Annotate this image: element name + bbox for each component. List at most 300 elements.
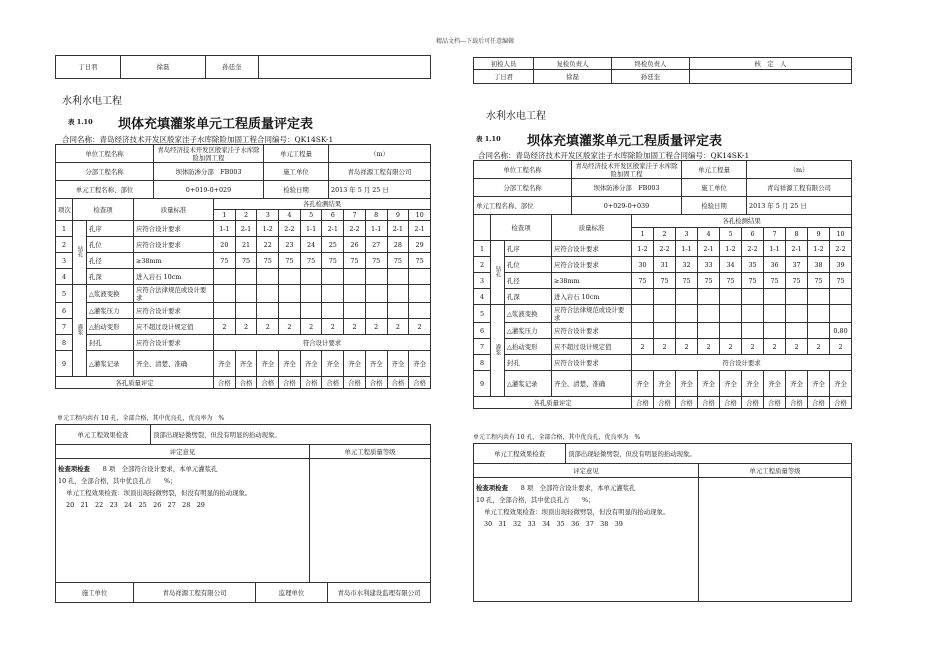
cell-complete_top: 齐全 <box>724 379 737 388</box>
cell-left-r1-0: 1-1 <box>214 221 236 237</box>
cell-opinion_line2: 10 孔，全部合格，其中优良孔占 %； <box>58 477 177 485</box>
cell-rows-7-std: 应符合设计要求 <box>134 335 214 351</box>
cell-rows-8-std: 齐全、清楚、准确 <box>134 351 214 377</box>
cell-complete_top: 齐全 <box>326 359 340 368</box>
cell-complete_top: 齐全 <box>658 379 671 388</box>
cell-seal_text: 符合设计要求 <box>632 355 852 371</box>
cell-left-r3-1: 75 <box>235 253 257 269</box>
table-row <box>56 303 431 319</box>
cell-complete_bot: 合格 <box>322 377 344 389</box>
cell-right-hole_nums: 30 31 32 33 34 35 36 37 38 39 <box>484 520 623 528</box>
cell-info-unit_qty_label: 单元工程量 <box>264 145 329 163</box>
cell-rows-0-item: 孔序 <box>87 221 134 237</box>
cell-info-sub_project_label: 分部工程名称 <box>56 163 154 181</box>
cell-complete_top: 齐全 <box>702 379 715 388</box>
cell-right-r7-5: 2 <box>742 339 764 355</box>
table-row <box>474 355 852 371</box>
cell-complete_top: 齐全 <box>812 379 825 388</box>
cell-opinion_label: 评定意见 <box>474 464 699 478</box>
cell-hole_eval_label: 各孔质量评定 <box>56 377 214 389</box>
cell-grid-cols-7: 8 <box>786 228 808 241</box>
cell-signature_row-names_right-0: 丁日君 <box>474 70 534 84</box>
right-section-title: 水利水电工程 <box>486 111 546 122</box>
cell-grid-seq_label: 项次 <box>56 199 73 221</box>
cell-right-r7-1: 2 <box>654 339 676 355</box>
cell-right-r3-1: 75 <box>654 273 676 289</box>
cell-complete_top: 齐全 <box>348 359 361 368</box>
cell-signature_row-names_right-2: 孙廷奎 <box>612 70 690 84</box>
cell-info-unit_name_label: 单元工程名称、部位 <box>474 197 572 215</box>
cell-rows-3-item: 孔深 <box>87 269 134 285</box>
cell-left-r2-8: 28 <box>387 237 409 253</box>
cell-rows-6-no: 7 <box>56 319 73 335</box>
cell-rows-4-item: △浆液变换 <box>505 305 552 323</box>
cell-rows-0-no: 1 <box>56 221 73 237</box>
contract-line: 合同名称：青岛经济技术开发区殷家洼子水库除险加固工程合同编号：QK14SK-1 <box>62 135 334 144</box>
cell-left-r1-2: 1-2 <box>257 221 279 237</box>
cell-complete_bot: 合格 <box>365 377 387 389</box>
table-row <box>474 371 852 397</box>
cell-right-r7-6: 2 <box>764 339 786 355</box>
cell-effect_label: 单元工程效果检查 <box>56 425 151 445</box>
cell-complete_bot: 合格 <box>344 377 366 389</box>
cell-signature_row-labels_right-1: 复检负责人 <box>534 58 612 70</box>
cell-grid-cols-1: 2 <box>235 210 257 221</box>
cell-right-r3-4: 75 <box>720 273 742 289</box>
cell-signature_row-names_right-1: 徐磊 <box>534 70 612 84</box>
right-table-number: 表 1.10 <box>476 135 501 143</box>
cell-rows-1-no: 2 <box>474 257 491 273</box>
cell-grid-cols-4: 5 <box>720 228 742 241</box>
cell-right-r7-9: 2 <box>830 339 852 355</box>
page-header: 精品文档---下载后可任意编辑 <box>436 38 515 45</box>
cell-rows-1-std: 应符合设计要求 <box>134 237 214 253</box>
cell-complete_bot: 合格 <box>764 397 786 409</box>
cell-rows-4-std: 应符合法律规范或设计要求 <box>552 305 632 323</box>
cell-right-r2-7: 37 <box>786 257 808 273</box>
left-opinion-table <box>55 444 431 583</box>
cell-grid-cols-2: 3 <box>257 210 279 221</box>
table-row <box>474 305 852 323</box>
cell-effect_value: 顶部出现轻微劈裂，但没有明显的抬动现象。 <box>151 425 431 445</box>
cell-rows-8-item: △灌浆记录 <box>87 351 134 377</box>
table-row <box>56 351 431 377</box>
cell-right-r2-8: 38 <box>808 257 830 273</box>
cell-left-r3-3: 75 <box>279 253 301 269</box>
cell-left-r2-0: 20 <box>214 237 236 253</box>
cell-complete_bot: 合格 <box>786 397 808 409</box>
cell-left-r2-9: 29 <box>409 237 431 253</box>
cell-complete_top: 齐全 <box>834 379 847 388</box>
cell-right-r1-3: 2-1 <box>698 241 720 257</box>
cell-rows-5-item: △灌浆压力 <box>87 303 134 319</box>
table-row <box>474 339 852 355</box>
cell-rows-0-std: 应符合设计要求 <box>134 221 214 237</box>
cell-left-r7-9: 2 <box>409 319 431 335</box>
right-pressure-extra: 0.80 <box>830 323 852 339</box>
cell-complete_bot: 合格 <box>409 377 431 389</box>
right-position: 0+029-0+039 <box>572 197 682 215</box>
cell-rows-7-item: 封孔 <box>505 355 552 371</box>
left-bottom-table <box>55 582 431 603</box>
cell-left-r7-0: 2 <box>214 319 236 335</box>
table-row <box>474 289 852 305</box>
cell-left-r3-8: 75 <box>387 253 409 269</box>
cell-grid-group_drill: 钻孔 <box>494 266 501 277</box>
cell-left-r2-7: 27 <box>365 237 387 253</box>
cell-info-contractor_label: 施工单位 <box>682 179 747 197</box>
cell-left-r7-1: 2 <box>235 319 257 335</box>
cell-info-unit_qty_label: 单元工程量 <box>682 161 747 179</box>
cell-left-r7-6: 2 <box>344 319 366 335</box>
cell-rows-3-std: 进入岩石 10cm <box>134 269 214 285</box>
left-summary: 单元工程内共有 10 孔，全部合格，其中优良孔，优良率为 % <box>57 415 225 422</box>
cell-rows-5-item: △灌浆压力 <box>505 323 552 339</box>
cell-opinion_line2: 10 孔，全部合格，其中优良孔占 %； <box>476 496 595 504</box>
cell-rows-2-item: 孔径 <box>505 273 552 289</box>
cell-grid-results_label: 各孔检测结果 <box>214 199 431 210</box>
cell-left-r1-8: 2-1 <box>387 221 409 237</box>
table-row <box>474 323 852 339</box>
table-row <box>474 257 852 273</box>
left-position: 0+019-0+029 <box>154 181 264 199</box>
cell-left-r2-2: 22 <box>257 237 279 253</box>
cell-left-r3-7: 75 <box>365 253 387 269</box>
cell-grid-cols-1: 2 <box>654 228 676 241</box>
right-doc-title: 坝体充填灌浆单元工程质量评定表 <box>527 134 723 149</box>
cell-grid-cols-6: 7 <box>764 228 786 241</box>
signer-3: 孙廷奎 <box>206 56 259 79</box>
table-row <box>56 335 431 351</box>
cell-rows-0-no: 1 <box>474 241 491 257</box>
cell-grade_label: 单元工程质量等级 <box>310 445 431 459</box>
cell-complete_bot: 合格 <box>720 397 742 409</box>
cell-right-r2-9: 39 <box>830 257 852 273</box>
right-opinion-table <box>473 463 852 602</box>
cell-rows-8-no: 9 <box>56 351 73 377</box>
cell-info-contractor_value: 青岛祥源工程有限公司 <box>747 179 852 197</box>
right-summary: 单元工程内共有 10 孔，全部合格，其中优良孔，优良率为 % <box>473 434 641 441</box>
cell-rows-4-item: △浆液变换 <box>87 285 134 303</box>
table-row <box>474 241 852 257</box>
cell-right-r1-6: 1-1 <box>764 241 786 257</box>
cell-right-r7-2: 2 <box>676 339 698 355</box>
cell-right-r7-4: 2 <box>720 339 742 355</box>
cell-opinion_label: 评定意见 <box>56 445 310 459</box>
table-row <box>56 253 431 269</box>
cell-complete_top: 齐全 <box>746 379 759 388</box>
cell-rows-3-item: 孔深 <box>505 289 552 305</box>
cell-bottom-contractor_label: 施工单位 <box>56 583 134 603</box>
cell-rows-4-no: 5 <box>474 305 491 323</box>
cell-grid-item_label: 检查项 <box>491 215 552 241</box>
cell-info-check_date_value: 2013 年 5 月 25 日 <box>747 197 852 215</box>
cell-left-r7-7: 2 <box>365 319 387 335</box>
left-signature-table <box>55 55 431 79</box>
cell-rows-0-item: 孔序 <box>505 241 552 257</box>
cell-left-r3-2: 75 <box>257 253 279 269</box>
cell-opinion_line1b: 8 项 全部符合设计要求，本单元灌浆孔 <box>102 465 218 473</box>
table-number: 表 1.10 <box>68 118 93 126</box>
cell-right-r3-6: 75 <box>764 273 786 289</box>
cell-right-r7-3: 2 <box>698 339 720 355</box>
cell-complete_top: 齐全 <box>391 359 405 368</box>
cell-rows-3-std: 进入岩石 10cm <box>552 289 632 305</box>
cell-complete_top: 齐全 <box>239 359 253 368</box>
cell-info-unit_project_label: 单位工程名称 <box>474 161 572 179</box>
cell-grid-cols-9: 10 <box>830 228 852 241</box>
cell-left-r1-6: 2-2 <box>344 221 366 237</box>
cell-complete_top: 齐全 <box>413 359 426 368</box>
right-grid <box>473 214 852 409</box>
cell-rows-6-std: 应不超过设计规定值 <box>134 319 214 335</box>
cell-rows-8-std: 齐全、清楚、准确 <box>552 371 632 397</box>
cell-signature_row-labels_right-0: 初检人员 <box>474 58 534 70</box>
cell-rows-6-std: 应不超过设计规定值 <box>552 339 632 355</box>
right-effect-table <box>473 443 852 464</box>
cell-right-r1-0: 1-2 <box>632 241 654 257</box>
cell-rows-7-item: 封孔 <box>87 335 134 351</box>
cell-rows-3-no: 4 <box>474 289 491 305</box>
cell-opinion_line3: 单元工程效果检查：坝顶出现轻微劈裂，但没有明显的抬动现象。 <box>484 508 670 516</box>
cell-complete_bot: 合格 <box>387 377 409 389</box>
cell-complete_top: 齐全 <box>283 359 296 368</box>
table-row <box>56 221 431 237</box>
cell-right-r1-7: 2-1 <box>786 241 808 257</box>
cell-rows-3-no: 4 <box>56 269 73 285</box>
cell-complete_top: 齐全 <box>261 359 275 368</box>
cell-left-r2-4: 24 <box>300 237 322 253</box>
cell-rows-2-no: 3 <box>56 253 73 269</box>
cell-right-r1-9: 2-2 <box>830 241 852 257</box>
cell-grid-cols-2: 3 <box>676 228 698 241</box>
cell-right-r2-3: 33 <box>698 257 720 273</box>
cell-signature_row-labels_right-2: 终检负责人 <box>612 58 690 70</box>
cell-right-r2-5: 35 <box>742 257 764 273</box>
cell-rows-4-no: 5 <box>56 285 73 303</box>
cell-left-r7-4: 2 <box>300 319 322 335</box>
cell-left-r2-5: 25 <box>322 237 344 253</box>
cell-rows-5-no: 6 <box>474 323 491 339</box>
table-row <box>56 237 431 253</box>
cell-rows-0-std: 应符合设计要求 <box>552 241 632 257</box>
cell-grid-cols-7: 8 <box>365 210 387 221</box>
cell-complete_top: 齐全 <box>768 379 781 388</box>
cell-right-r3-2: 75 <box>676 273 698 289</box>
cell-right-r1-4: 1-2 <box>720 241 742 257</box>
cell-right-r3-0: 75 <box>632 273 654 289</box>
cell-complete_bot: 合格 <box>698 397 720 409</box>
cell-right-r7-8: 2 <box>808 339 830 355</box>
cell-right-r1-5: 2-2 <box>742 241 764 257</box>
cell-info-unit_project_label: 单位工程名称 <box>56 145 154 163</box>
cell-info-check_date_label: 检验日期 <box>264 181 329 199</box>
cell-left-r7-5: 2 <box>322 319 344 335</box>
cell-complete_top: 齐全 <box>636 379 649 388</box>
cell-info-check_date_label: 检验日期 <box>682 197 747 215</box>
right-signature-table <box>473 57 852 84</box>
cell-hole_eval_label: 各孔质量评定 <box>474 397 632 409</box>
cell-right-r1-2: 1-1 <box>676 241 698 257</box>
cell-complete_bot: 合格 <box>808 397 830 409</box>
cell-opinion_line1a: 检查项检查 <box>58 465 90 473</box>
cell-complete_bot: 合格 <box>235 377 257 389</box>
cell-right-r1-8: 1-2 <box>808 241 830 257</box>
cell-rows-5-std: 应符合设计要求 <box>134 303 214 319</box>
cell-bottom-supervisor_label: 监理单位 <box>256 583 328 603</box>
cell-bottom-contractor_value: 青岛祥源工程有限公司 <box>134 583 256 603</box>
cell-info-unit_qty_value: （m） <box>329 145 431 163</box>
cell-right-r3-3: 75 <box>698 273 720 289</box>
cell-opinion_line1b: 8 项 全部符合设计要求，本单元灌浆孔 <box>520 484 636 492</box>
cell-complete_top: 齐全 <box>790 379 803 388</box>
cell-info-check_date_value: 2013 年 5 月 25 日 <box>329 181 431 199</box>
cell-left-r1-1: 2-1 <box>235 221 257 237</box>
cell-complete_bot: 合格 <box>257 377 279 389</box>
right-info-table <box>473 160 852 215</box>
cell-info-sub_project_label: 分部工程名称 <box>474 179 572 197</box>
cell-info-unit_project_value: 青岛经济技术开发区殷家洼子水库除险加固工程 <box>572 161 682 179</box>
cell-left-hole_nums: 20 21 22 23 24 25 26 27 28 29 <box>66 501 205 509</box>
table-row <box>56 269 431 285</box>
cell-opinion_line1a: 检查项检查 <box>476 484 508 492</box>
cell-left-r1-5: 2-1 <box>322 221 344 237</box>
cell-grid-cols-5: 6 <box>742 228 764 241</box>
cell-rows-6-no: 7 <box>474 339 491 355</box>
cell-bottom-supervisor_value: 青岛市水利建设监理有限公司 <box>328 583 431 603</box>
cell-complete_bot: 合格 <box>676 397 698 409</box>
cell-grid-results_label: 各孔检测结果 <box>632 215 852 228</box>
cell-rows-8-no: 9 <box>474 371 491 397</box>
cell-effect_value: 顶部出现轻微劈裂，但没有明显的抬动现象。 <box>566 444 852 464</box>
cell-complete_bot: 合格 <box>632 397 654 409</box>
cell-rows-2-std: ≥38mm <box>134 253 214 269</box>
cell-left-r3-4: 75 <box>300 253 322 269</box>
cell-rows-1-std: 应符合设计要求 <box>552 257 632 273</box>
cell-complete_top: 齐全 <box>217 359 231 368</box>
cell-seal_text: 符合设计要求 <box>214 335 431 351</box>
cell-left-r1-7: 1-1 <box>365 221 387 237</box>
cell-left-r2-6: 26 <box>344 237 366 253</box>
cell-right-r2-2: 32 <box>676 257 698 273</box>
cell-rows-1-no: 2 <box>56 237 73 253</box>
cell-right-r7-0: 2 <box>632 339 654 355</box>
cell-effect_label: 单元工程效果检查 <box>474 444 566 464</box>
cell-complete_top: 齐全 <box>304 359 318 368</box>
cell-info-unit_project_value: 青岛经济技术开发区殷家洼子水库除险加固工程 <box>154 145 264 163</box>
cell-info-sub_project_value: 坝体防渗分部 FB003 <box>572 179 682 197</box>
cell-info-contractor_label: 施工单位 <box>264 163 329 181</box>
cell-grid-std_label: 质量标准 <box>552 215 632 241</box>
cell-right-r7-7: 2 <box>786 339 808 355</box>
cell-complete_bot: 合格 <box>742 397 764 409</box>
doc-title: 坝体充填灌浆单元工程质量评定表 <box>118 117 314 132</box>
cell-grid-cols-8: 9 <box>387 210 409 221</box>
cell-grid-item_label: 检查项 <box>73 199 134 221</box>
cell-grade_label: 单元工程质量等级 <box>699 464 852 478</box>
cell-grid-cols-0: 1 <box>632 228 654 241</box>
cell-complete_bot: 合格 <box>279 377 301 389</box>
cell-left-r3-0: 75 <box>214 253 236 269</box>
table-row <box>474 397 852 409</box>
cell-grid-group_grout: 灌浆 <box>76 324 83 335</box>
cell-rows-5-std: 应符合设计要求 <box>552 323 632 339</box>
cell-rows-4-std: 应符合法律规范或设计要求 <box>134 285 214 303</box>
cell-complete_bot: 合格 <box>214 377 236 389</box>
cell-grid-std_label: 质量标准 <box>134 199 214 221</box>
cell-left-r1-9: 2-1 <box>409 221 431 237</box>
table-row <box>56 377 431 389</box>
cell-grid-cols-8: 9 <box>808 228 830 241</box>
cell-rows-7-std: 应符合设计要求 <box>552 355 632 371</box>
cell-complete_bot: 合格 <box>654 397 676 409</box>
cell-left-r7-2: 2 <box>257 319 279 335</box>
section-title: 水利水电工程 <box>62 96 122 107</box>
cell-grid-cols-3: 4 <box>279 210 301 221</box>
cell-left-r2-3: 23 <box>279 237 301 253</box>
cell-left-r7-3: 2 <box>279 319 301 335</box>
cell-grid-group_drill: 钻孔 <box>76 246 83 257</box>
cell-right-r2-6: 36 <box>764 257 786 273</box>
cell-rows-2-item: 孔径 <box>87 253 134 269</box>
signer-2: 徐磊 <box>121 56 206 79</box>
cell-left-r3-9: 75 <box>409 253 431 269</box>
cell-right-r1-1: 2-2 <box>654 241 676 257</box>
cell-complete_top: 齐全 <box>369 359 383 368</box>
cell-right-r3-8: 75 <box>808 273 830 289</box>
cell-left-r3-5: 75 <box>322 253 344 269</box>
cell-right-r3-7: 75 <box>786 273 808 289</box>
cell-complete_bot: 合格 <box>830 397 852 409</box>
table-row <box>56 285 431 303</box>
cell-rows-6-item: △抬动变形 <box>505 339 552 355</box>
cell-right-r3-9: 75 <box>830 273 852 289</box>
left-info-table <box>55 144 431 199</box>
cell-right-r2-0: 30 <box>632 257 654 273</box>
cell-rows-8-item: △灌浆记录 <box>505 371 552 397</box>
cell-grid-cols-4: 5 <box>300 210 322 221</box>
cell-rows-2-no: 3 <box>474 273 491 289</box>
table-row <box>474 273 852 289</box>
table-row <box>56 319 431 335</box>
left-effect-table <box>55 424 431 445</box>
cell-rows-6-item: △抬动变形 <box>87 319 134 335</box>
cell-rows-7-no: 8 <box>56 335 73 351</box>
cell-left-r2-1: 21 <box>235 237 257 253</box>
cell-grid-cols-3: 4 <box>698 228 720 241</box>
cell-grid-cols-6: 7 <box>344 210 366 221</box>
cell-rows-5-no: 6 <box>56 303 73 319</box>
left-grid <box>55 198 431 389</box>
cell-left-r1-4: 1-1 <box>300 221 322 237</box>
signer-1: 丁日君 <box>56 56 121 79</box>
cell-left-r3-6: 75 <box>344 253 366 269</box>
cell-info-contractor_value: 青岛祥源工程有限公司 <box>329 163 431 181</box>
cell-complete_top: 齐全 <box>680 379 693 388</box>
cell-info-sub_project_value: 坝体防渗分部 FB003 <box>154 163 264 181</box>
cell-rows-7-no: 8 <box>474 355 491 371</box>
cell-complete_bot: 合格 <box>300 377 322 389</box>
cell-right-r3-5: 75 <box>742 273 764 289</box>
cell-rows-1-item: 孔位 <box>505 257 552 273</box>
cell-signature_row-labels_right-3: 核 定 人 <box>690 58 852 70</box>
cell-info-unit_qty_value: （m） <box>747 161 852 179</box>
cell-right-r2-1: 31 <box>654 257 676 273</box>
cell-right-r2-4: 34 <box>720 257 742 273</box>
cell-left-r7-8: 2 <box>387 319 409 335</box>
cell-grid-cols-0: 1 <box>214 210 236 221</box>
cell-left-r1-3: 2-2 <box>279 221 301 237</box>
